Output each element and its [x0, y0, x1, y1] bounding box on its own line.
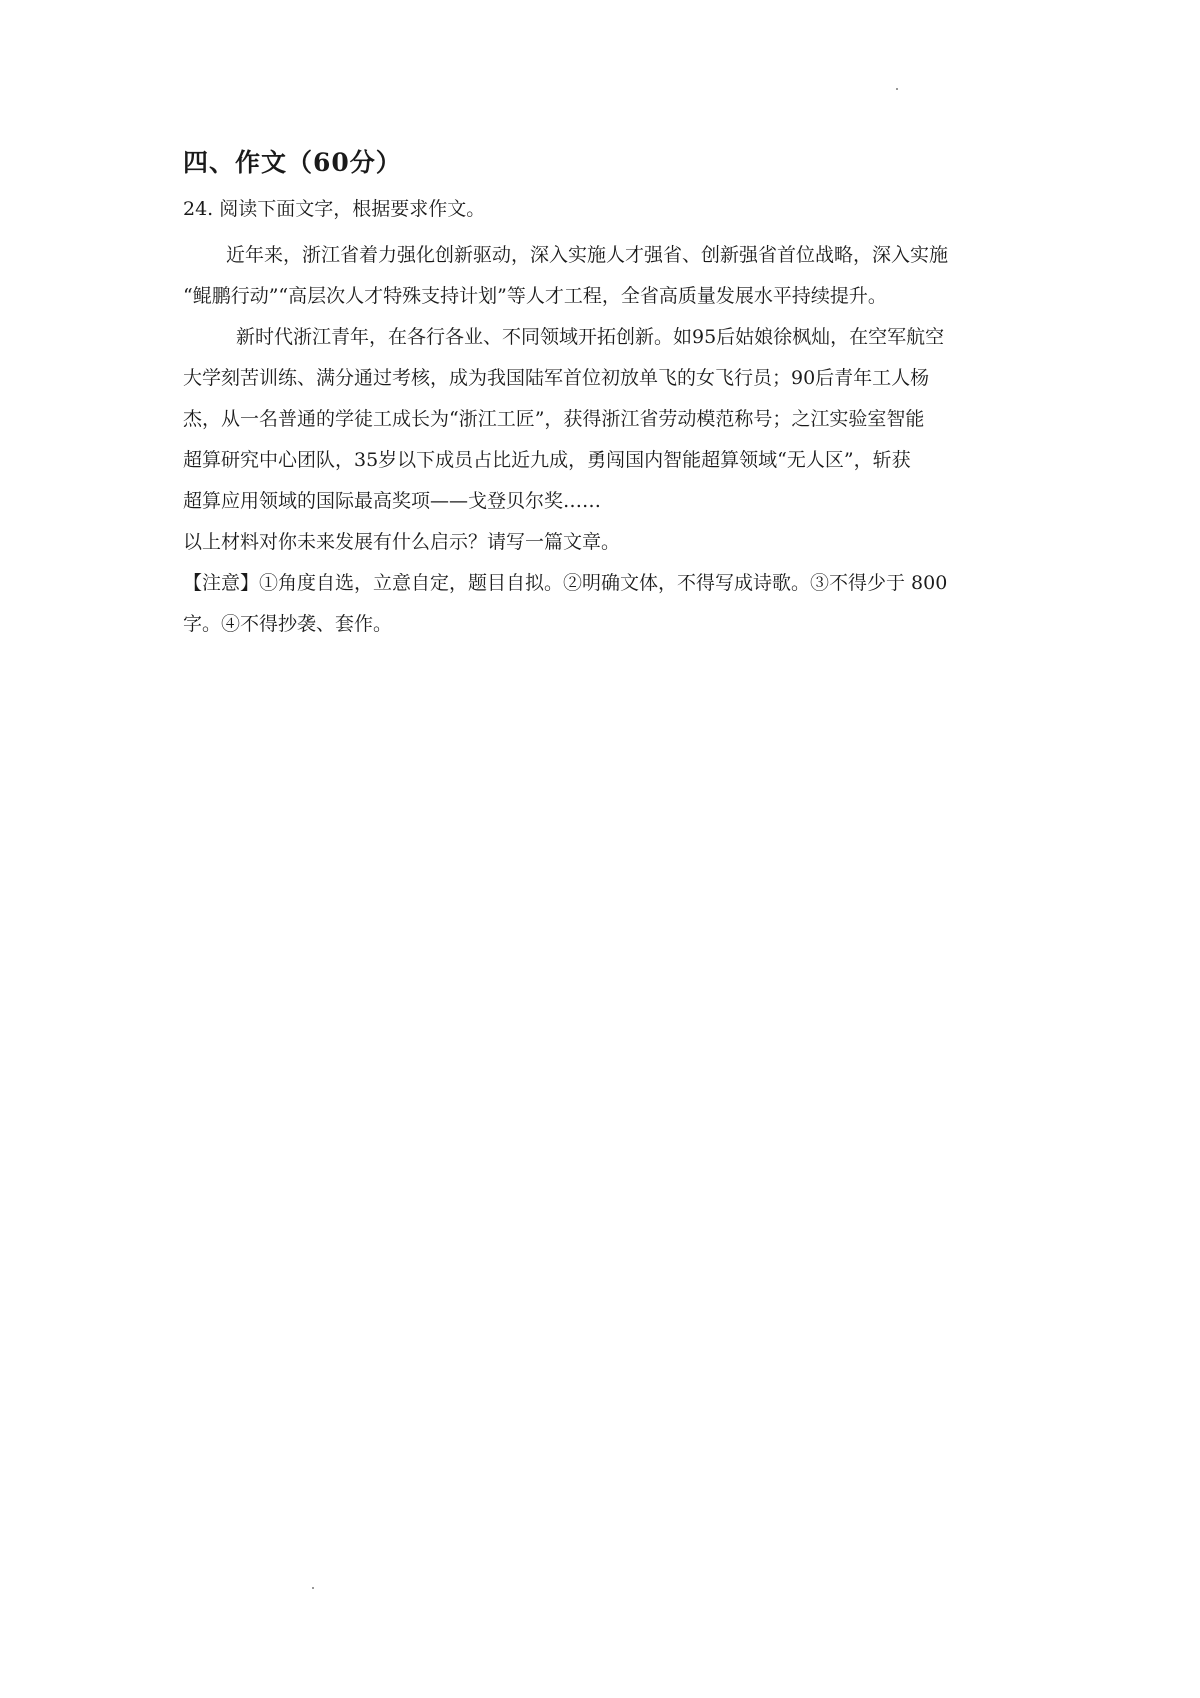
material-paragraph-2-line-2: 大学刻苦训练、满分通过考核，成为我国陆军首位初放单飞的女飞行员；90后青年工人杨 — [183, 367, 930, 389]
section-title: 四、作文（60分） — [183, 148, 402, 177]
scan-speck — [896, 88, 898, 90]
material-paragraph-2-line-5: 超算应用领域的国际最高奖项——戈登贝尔奖…… — [183, 490, 602, 512]
question-prompt: 24. 阅读下面文字，根据要求作文。 — [183, 198, 486, 220]
material-paragraph-2-line-3: 杰，从一名普通的学徒工成长为“浙江工匠”，获得浙江省劳动模范称号；之江实验室智能 — [183, 408, 925, 430]
material-paragraph-1-line-1: 近年来，浙江省着力强化创新驱动，深入实施人才强省、创新强省首位战略，深入实施 — [226, 244, 949, 266]
task-notes-line-1: 【注意】①角度自选，立意自定，题目自拟。②明确文体，不得写成诗歌。③不得少于 800 — [183, 572, 948, 594]
material-paragraph-1-line-2: “鲲鹏行动”“高层次人才特殊支持计划”等人才工程，全省高质量发展水平持续提升。 — [183, 285, 887, 307]
material-paragraph-2-line-4: 超算研究中心团队，35岁以下成员占比近九成，勇闯国内智能超算领域“无人区”，斩获 — [183, 449, 911, 471]
material-paragraph-2-line-1: 新时代浙江青年，在各行各业、不同领域开拓创新。如95后姑娘徐枫灿，在空军航空 — [236, 326, 945, 348]
task-prompt: 以上材料对你未来发展有什么启示？请写一篇文章。 — [183, 531, 621, 553]
scan-speck — [312, 1587, 314, 1589]
task-notes-line-2: 字。④不得抄袭、套作。 — [183, 613, 393, 635]
